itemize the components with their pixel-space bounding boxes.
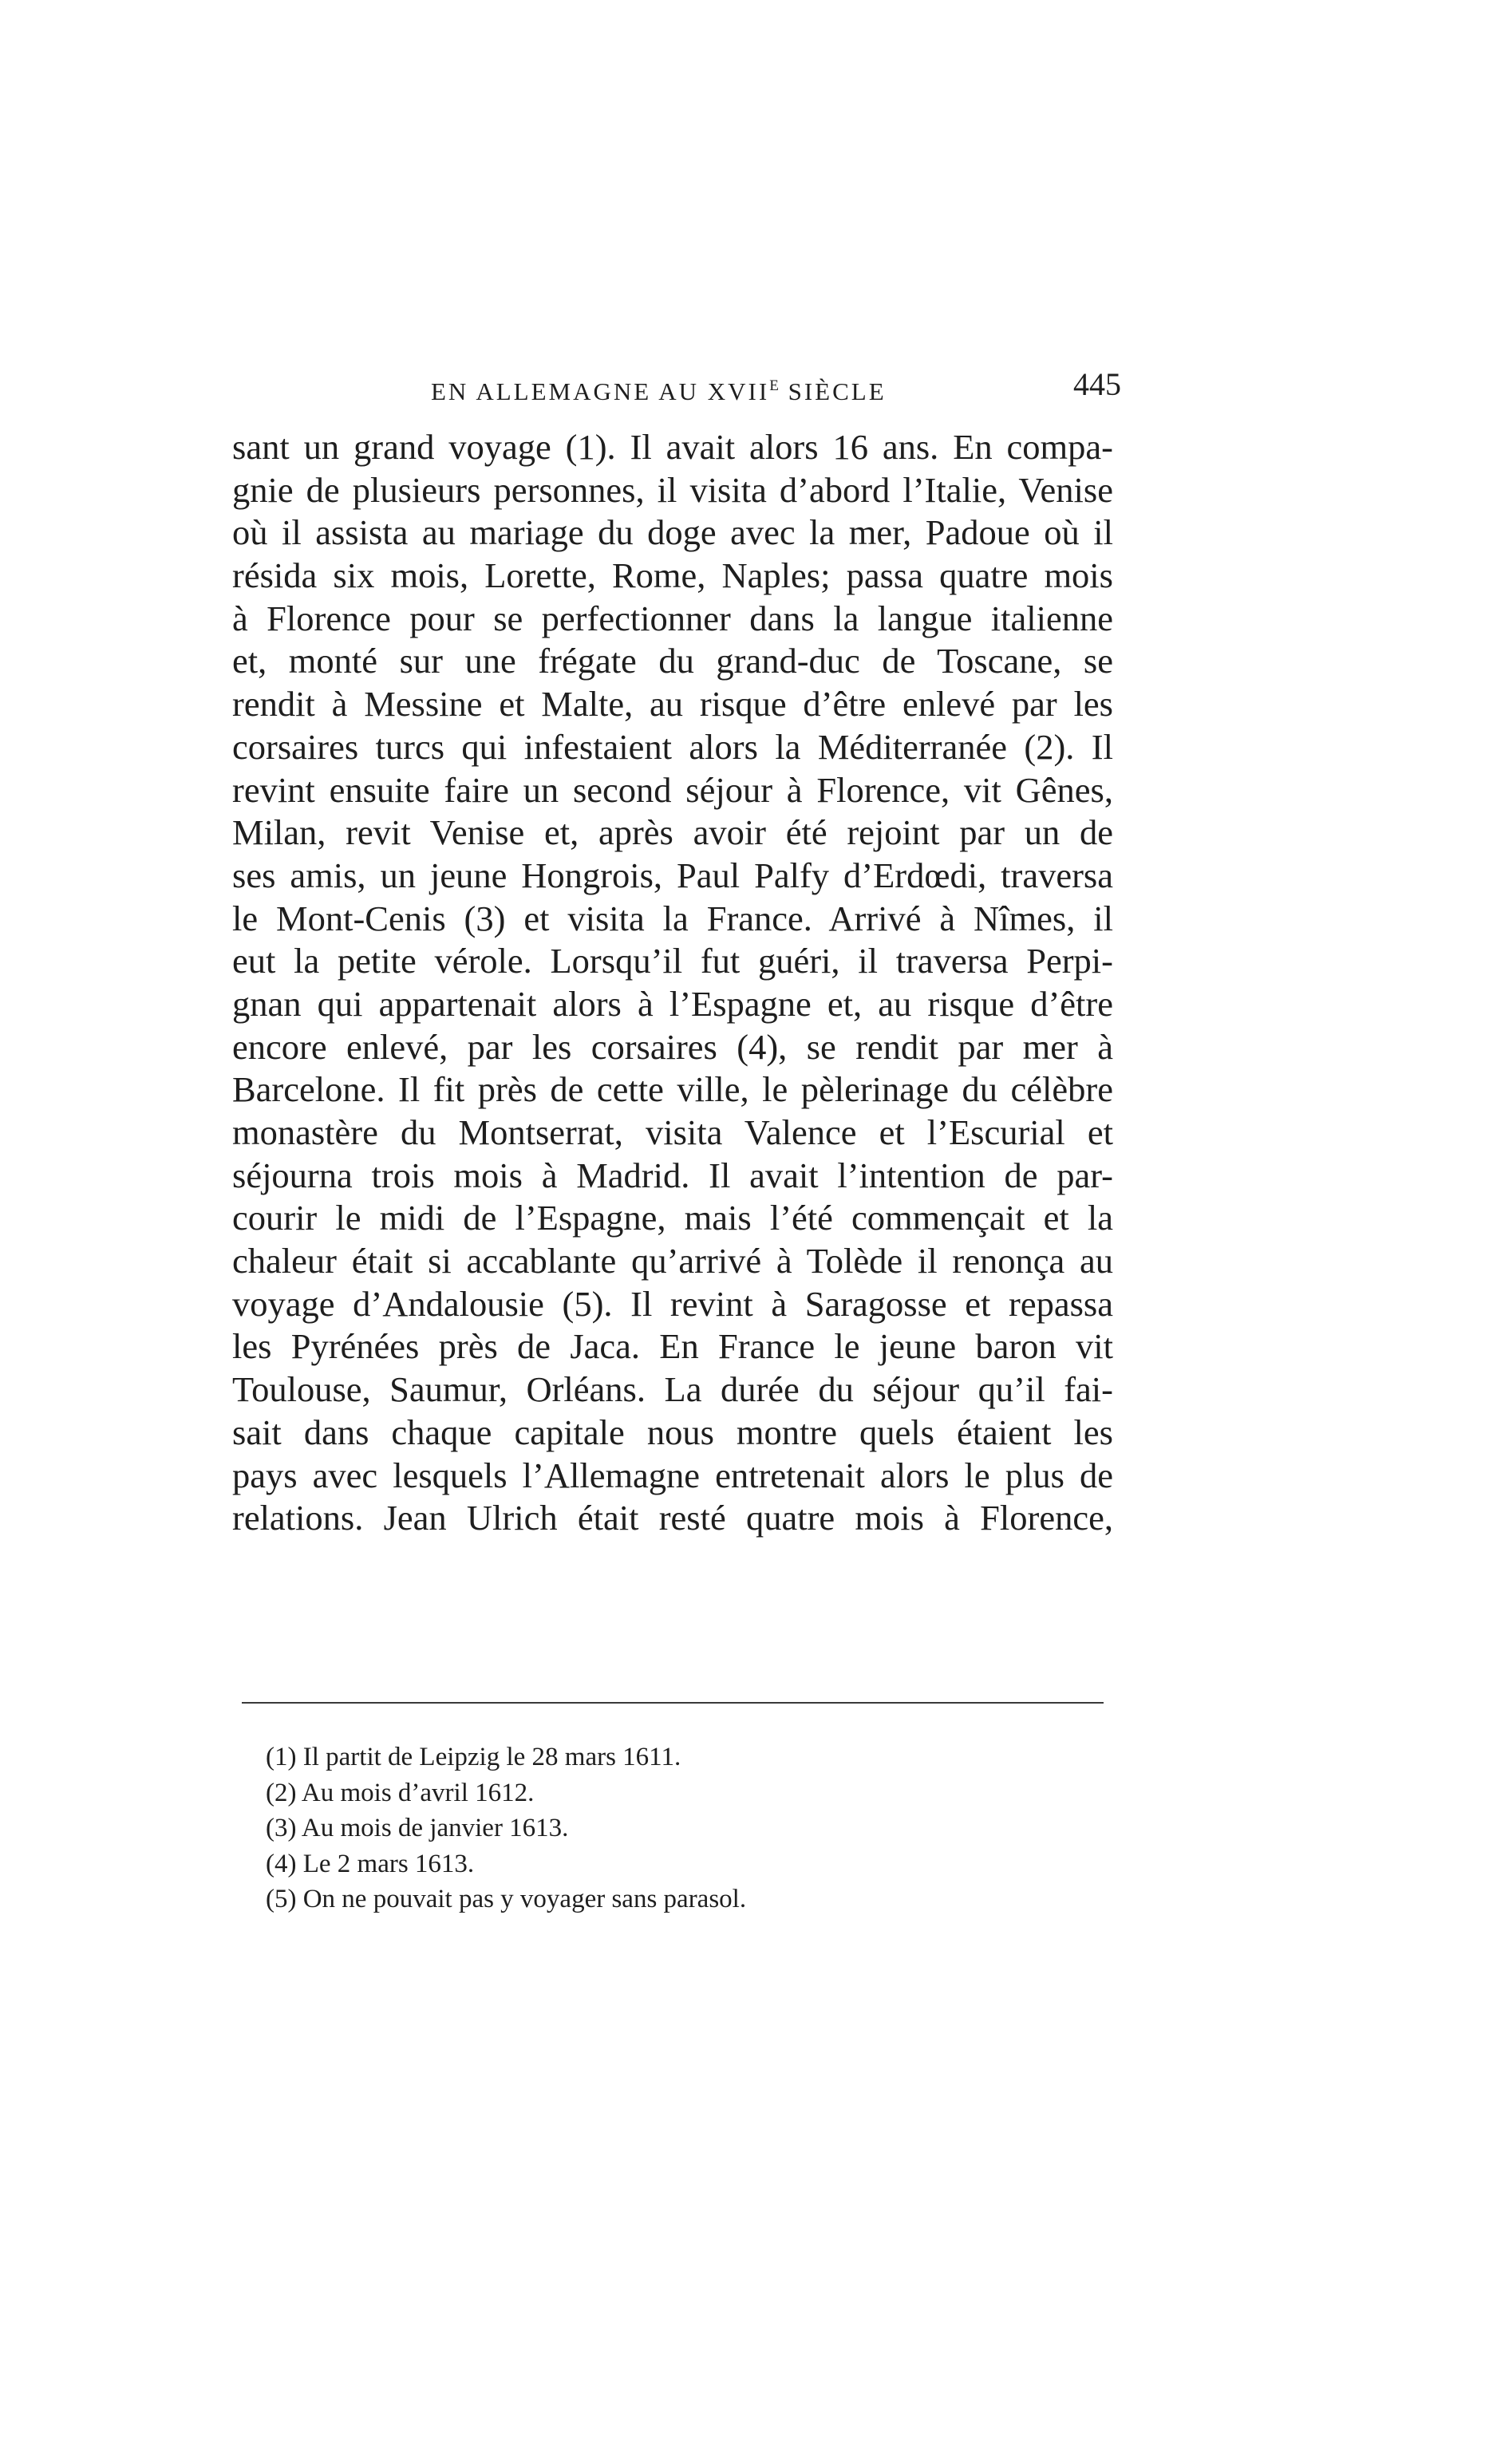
footnote-4: (4) Le 2 mars 1613.	[266, 1849, 475, 1878]
text-line: résida six mois, Lorette, Rome, Naples; passa quatre mois	[232, 555, 1113, 596]
text-line: chaleur était si accablante qu’arrivé à Tolède il renonça au	[232, 1241, 1113, 1281]
text-line: le Mont-Cenis (3) et visita la France. Arrivé à Nîmes, il	[232, 898, 1113, 938]
text-line: où il assista au mariage du doge avec la mer, Padoue où il	[232, 512, 1113, 553]
running-title-end: SIÈCLE	[779, 377, 887, 405]
footnote-3: (3) Au mois de janvier 1613.	[266, 1814, 569, 1843]
text-line: Toulouse, Saumur, Orléans. La durée du séjour qu’il fai-	[232, 1369, 1113, 1410]
text-line: et, monté sur une frégate du grand-duc de Toscane, se	[232, 641, 1113, 681]
footnote-2: (2) Au mois d’avril 1612.	[266, 1778, 535, 1807]
text-line: encore enlevé, par les corsaires (4), se rendit par mer à	[232, 1026, 1113, 1067]
text-line: ses amis, un jeune Hongrois, Paul Palfy d’Erdœdi, traversa	[232, 855, 1113, 895]
body-text	[232, 426, 1113, 1540]
footnote-5: (5) On ne pouvait pas y voyager sans parasol.	[266, 1885, 747, 1914]
text-line: sant un grand voyage (1). Il avait alors 16 ans. En compa-	[232, 427, 1113, 467]
text-line: voyage d’Andalousie (5). Il revint à Saragosse et repassa	[232, 1283, 1113, 1324]
text-line: gnan qui appartenait alors à l’Espagne et, au risque d’être	[232, 983, 1113, 1024]
footnote-separator-rule	[242, 1702, 1104, 1704]
text-line: monastère du Montserrat, visita Valence et l’Escurial et	[232, 1112, 1113, 1152]
text-line: à Florence pour se perfectionner dans la langue italienne	[232, 598, 1113, 638]
text-line: Barcelone. Il fit près de cette ville, le pèlerinage du célèbre	[232, 1069, 1113, 1110]
text-line: séjourna trois mois à Madrid. Il avait l’intention de par-	[232, 1155, 1113, 1195]
text-line: relations. Jean Ulrich était resté quatre mois à Florence,	[232, 1498, 1113, 1538]
text-line: rendit à Messine et Malte, au risque d’être enlevé par les	[232, 684, 1113, 725]
text-line: les Pyrénées près de Jaca. En France le jeune baron vit	[232, 1326, 1113, 1367]
text-line: courir le midi de l’Espagne, mais l’été commençait et la	[232, 1198, 1113, 1238]
running-title	[431, 369, 887, 409]
text-line: eut la petite vérole. Lorsqu’il fut guéri, il traversa Perpi-	[232, 941, 1113, 981]
text-line: gnie de plusieurs personnes, il visita d’abord l’Italie, Venise	[232, 469, 1113, 510]
text-line: pays avec lesquels l’Allemagne entretenait alors le plus de	[232, 1455, 1113, 1495]
footnotes	[266, 1739, 1104, 1917]
text-line: revint ensuite faire un second séjour à Florence, vit Gênes,	[232, 769, 1113, 810]
text-line: Milan, revit Venise et, après avoir été rejoint par un de	[232, 812, 1113, 853]
footnote-1: (1) Il partit de Leipzig le 28 mars 1611.	[266, 1743, 681, 1771]
text-line: sait dans chaque capitale nous montre quels étaient les	[232, 1412, 1113, 1452]
running-title-main: EN ALLEMAGNE AU XVII	[431, 377, 770, 405]
running-title-superscript: E	[769, 377, 780, 394]
page-header	[431, 366, 1121, 417]
text-line: corsaires turcs qui infestaient alors la Méditerranée (2). Il	[232, 726, 1113, 767]
page-number: 445	[1073, 366, 1121, 402]
